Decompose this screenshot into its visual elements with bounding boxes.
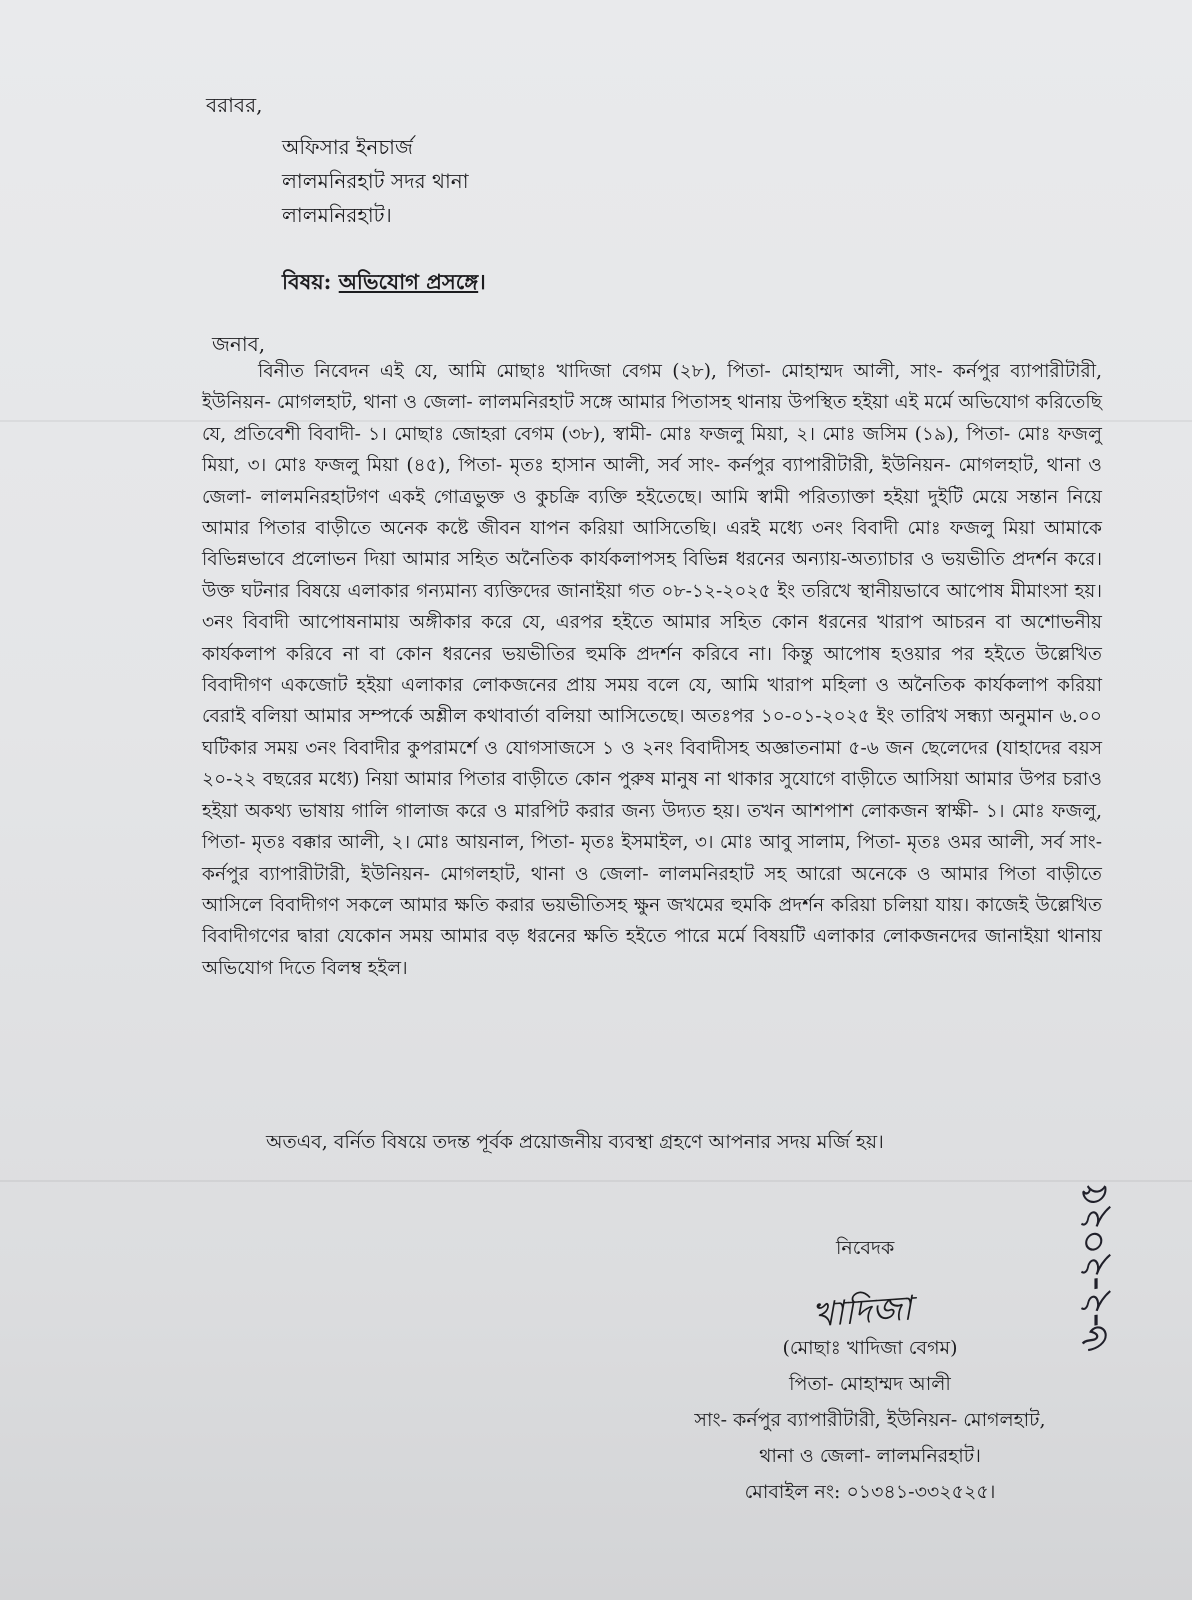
closing-line: অতএব, বর্নিত বিষয়ে তদন্ত পূর্বক প্রয়োজনীয় ব্যবস্থা গ্রহণে আপনার সদয় মর্জি হয়। <box>266 1131 884 1153</box>
recipient-address <box>282 130 469 232</box>
recipient-title: অফিসার ইনচার্জ <box>282 135 413 159</box>
signature: খাদিজা <box>810 1288 914 1336</box>
greeting: জনাব, <box>212 332 266 356</box>
applicant-district: থানা ও জেলা- লালমনিরহাট। <box>759 1445 981 1467</box>
subject-label: বিষয়: <box>282 269 332 294</box>
subject-line <box>282 266 486 301</box>
applicant-mobile: মোবাইল নং: ০১৩৪১-৩৩২৫২৫। <box>744 1481 996 1503</box>
paper-fold <box>0 1180 1192 1182</box>
applicant-label: নিবেদক <box>836 1237 895 1259</box>
applicant-father: পিতা- মোহাম্মদ আলী <box>789 1373 951 1395</box>
applicant-name: (মোছাঃ খাদিজা বেগম) <box>782 1337 958 1359</box>
subject-text: অভিযোগ প্রসঙ্গে <box>338 269 479 294</box>
recipient-district: লালমনিরহাট। <box>282 203 392 227</box>
applicant-village: সাং- কর্নপুর ব্যাপারীটারী, ইউনিয়ন- মোগলহাট, <box>694 1409 1046 1431</box>
recipient-office: লালমনিরহাট সদর থানা <box>282 169 469 193</box>
subject-end: । <box>478 269 486 294</box>
applicant-details <box>640 1330 1100 1510</box>
recipient-to: বরাবর, <box>206 93 263 117</box>
letter-body: বিনীত নিবেদন এই যে, আমি মোছাঃ খাদিজা বেগম (২৮), পিতা- মোহাম্মদ আলী, সাং- কর্নপুর ব্যাপারীটারী, ইউনিয়ন- মোগলহাট, থানা ও জেলা- লালমনিরহাট সঙ্গে আমার পিতাসহ থানায় উপস্থিত হইয়া এই মর্মে অভিযোগ করিতেছি যে, প্রতিবেশী বিবাদী- ১। মোছাঃ জোহরা বেগম (৩৮), স্বামী- মোঃ ফজলু মিয়া, ২। মোঃ জসিম (১৯), পিতা- মোঃ ফজলু মিয়া, ৩। মোঃ ফজলু মিয়া (৪৫), পিতা- মৃতঃ হাসান আলী, সর্ব সাং- কর্নপুর ব্যাপারীটারী, ইউনিয়ন- মোগলহাট, থানা ও জেলা- লালমনিরহাটগণ একই গোত্রভুক্ত ও কুচক্রি ব্যক্তি হইতেছে। আমি স্বামী পরিত্যাক্তা হইয়া দুইটি মেয়ে সন্তান নিয়ে আমার পিতার বাড়ীতে অনেক কষ্টে জীবন যাপন করিয়া আসিতেছি। এরই মধ্যে ৩নং বিবাদী মোঃ ফজলু মিয়া আমাকে বিভিন্নভাবে প্রলোভন দিয়া আমার সহিত অনৈতিক কার্যকলাপসহ বিভিন্ন ধরনের অন্যায়-অত্যাচার ও ভয়ভীতি প্রদর্শন করে। উক্ত ঘটনার বিষয়ে এলাকার গন্যমান্য ব্যক্তিদের জানাইয়া গত ০৮-১২-২০২৫ ইং তরিখে স্থানীয়ভাবে আপোষ মীমাংসা হয়। ৩নং বিবাদী আপোষনামায় অঙ্গীকার করে যে, এরপর হইতে আমার সহিত কোন ধরনের খারাপ আচরন বা অশোভনীয় কার্যকলাপ করিবে না বা কোন ধরনের ভয়ভীতির হুমকি প্রদর্শন করিবে না। কিন্তু আপোষ হওয়ার পর হইতে উল্লেখিত বিবাদীগণ একজোট হইয়া এলাকার লোকজনের প্রায় সময় বলে যে, আমি খারাপ মহিলা ও অনৈতিক কার্যকলাপ করিয়া বেরাই বলিয়া আমার সম্পর্কে অশ্লীল কথাবার্তা বলিয়া আসিতেছে। অতঃপর ১০-০১-২০২৫ ইং তারিখ সন্ধ্যা অনুমান ৬.০০ ঘটিকার সময় ৩নং বিবাদীর কুপরামর্শে ও যোগসাজসে ১ ও ২নং বিবাদীসহ অজ্ঞাতনামা ৫-৬ জন ছেলেদের (যাহাদের বয়স ২০-২২ বছরের মধ্যে) নিয়া আমার পিতার বাড়ীতে কোন পুরুষ মানুষ না থাকার সুযোগে বাড়ীতে আসিয়া আমার উপর চরাও হইয়া অকথ্য ভাষায় গালি গালাজ করে ও মারপিট করার জন্য উদ্যত হয়। তখন আশপাশ লোকজন স্বাক্ষী- ১। মোঃ ফজলু, পিতা- মৃতঃ বক্কার আলী, ২। মোঃ আয়নাল, পিতা- মৃতঃ ইসমাইল, ৩। মোঃ আবু সালাম, পিতা- মৃতঃ ওমর আলী, সর্ব সাং- কর্নপুর ব্যাপারীটারী, ইউনিয়ন- মোগলহাট, থানা ও জেলা- লালমনিরহাট সহ আরো অনেকে ও আমার পিতা বাড়ীতে আসিলে বিবাদীগণ সকলে আমার ক্ষতি করার ভয়ভীতিসহ ক্ষুন জখমের হুমকি প্রদর্শন করিয়া চলিয়া যায়। কাজেই উল্লেখিত বিবাদীগণের দ্বারা যেকোন সময় আমার বড় ধরনের ক্ষতি হইতে পারে মর্মে বিষয়টি এলাকার লোকজনদের জানাইয়া থানায় অভিযোগ দিতে বিলম্ব হইল। <box>202 361 1103 979</box>
handwritten-date: ৬-২-২০২৫ <box>1071 1179 1117 1355</box>
